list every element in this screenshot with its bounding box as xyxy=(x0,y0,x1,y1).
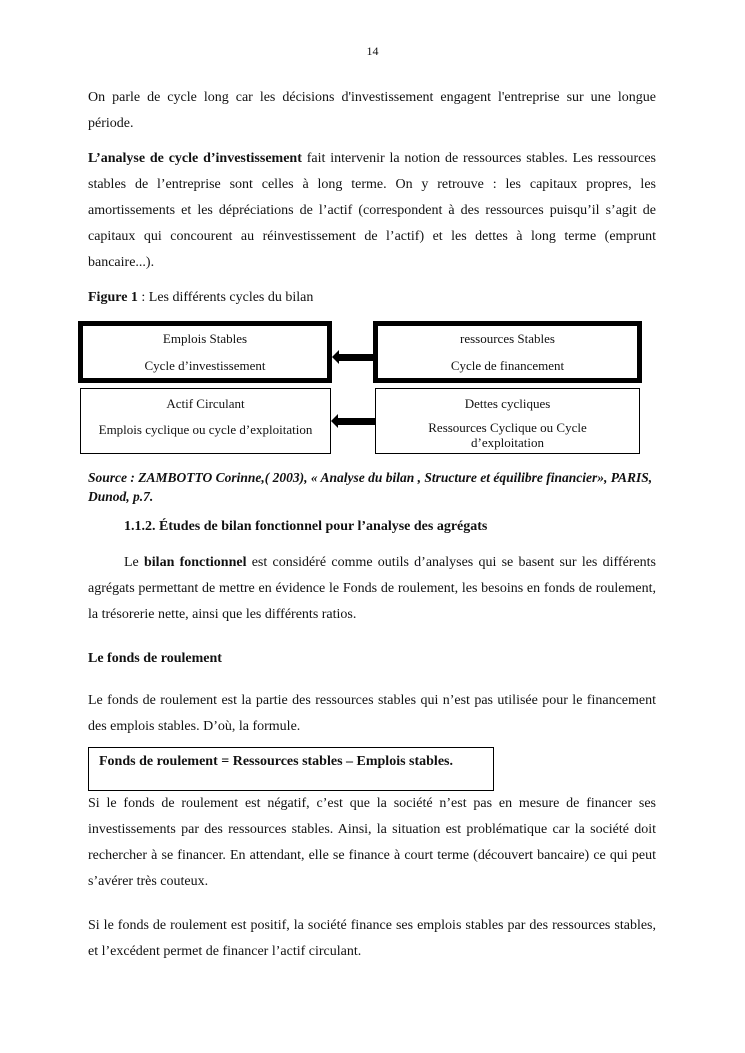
box-title: Dettes cycliques xyxy=(464,396,551,411)
box-title: Actif Circulant xyxy=(166,396,245,411)
paragraph-text: Le xyxy=(124,555,144,570)
arrow-left-icon xyxy=(337,418,375,425)
page-number: 14 xyxy=(366,44,379,58)
figure-caption-text: : Les différents cycles du bilan xyxy=(137,290,314,305)
figure-label: Figure 1 xyxy=(88,290,138,305)
figure-caption xyxy=(88,285,656,311)
box-subtitle: Cycle d’investissement xyxy=(144,358,266,373)
bold-term: bilan fonctionnel xyxy=(144,555,247,570)
arrow-left-icon xyxy=(338,354,373,361)
paragraph-analyse-cycle xyxy=(88,146,656,276)
figure-source: Source : ZAMBOTTO Corinne,( 2003), « Analyse du bilan , Structure et équilibre financier», PARIS, Dunod, p.7. xyxy=(88,470,653,504)
section-heading: 1.1.2. Études de bilan fonctionnel pour l’analyse des agrégats xyxy=(124,519,488,534)
box-emplois-stables xyxy=(78,321,332,383)
paragraph-text: est considéré comme outils d’analyses qui se basent sur les différents agrégats permettant de mettre en évidence le Fonds de roulement, les besoins en fonds de roulement, la trésorerie nette, ainsi que les différents ratios. xyxy=(88,555,656,622)
box-dettes-cycliques xyxy=(375,388,640,454)
paragraph-positif: Si le fonds de roulement est positif, la société finance ses emplois stables par des ressources stables, et l’excédent permet de financer l’actif circulant. xyxy=(88,918,656,959)
box-title: Emplois Stables xyxy=(162,331,248,346)
paragraph-definition: Le fonds de roulement est la partie des ressources stables qui n’est pas utilisée pour le financement des emplois stables. D’où, la formule. xyxy=(88,693,656,734)
box-subtitle: Cycle de financement xyxy=(450,358,565,373)
paragraph-bilan-fonctionnel xyxy=(88,550,656,628)
paragraph-cycle-long: On parle de cycle long car les décisions d'investissement engagent l'entreprise sur une longue période. xyxy=(88,90,656,131)
box-subtitle: Emplois cyclique ou cycle d’exploitation xyxy=(98,422,313,437)
box-title: ressources Stables xyxy=(460,331,555,346)
paragraph-negatif: Si le fonds de roulement est négatif, c’est que la société n’est pas en mesure de financer ses investissements par des ressources stables. Ainsi, la situation est problématique car la société doit rechercher à se financer. En attendant, elle se finance à court terme (découvert bancaire) ce qui peut s’avérer très couteux. xyxy=(88,796,656,889)
bold-term: L’analyse de cycle d’investissement xyxy=(88,151,302,166)
box-actif-circulant xyxy=(80,388,331,454)
formula-box: Fonds de roulement = Ressources stables – Emplois stables. xyxy=(88,747,494,791)
paragraph-text: fait intervenir la notion de ressources stables. Les ressources stables de l’entreprise sont celles à long terme. On y retrouve : les capitaux propres, les amortissements et les dépréciations de l’actif (correspondent à des ressources puisqu’il s’agit de capitaux qui concourent au réinvestissement de l’actif) et les dettes à long terme (emprunt bancaire...). xyxy=(88,151,656,270)
subheading: Le fonds de roulement xyxy=(88,651,222,666)
box-subtitle: Ressources Cyclique ou Cycle d’exploitation xyxy=(428,420,587,450)
box-ressources-stables xyxy=(373,321,642,383)
